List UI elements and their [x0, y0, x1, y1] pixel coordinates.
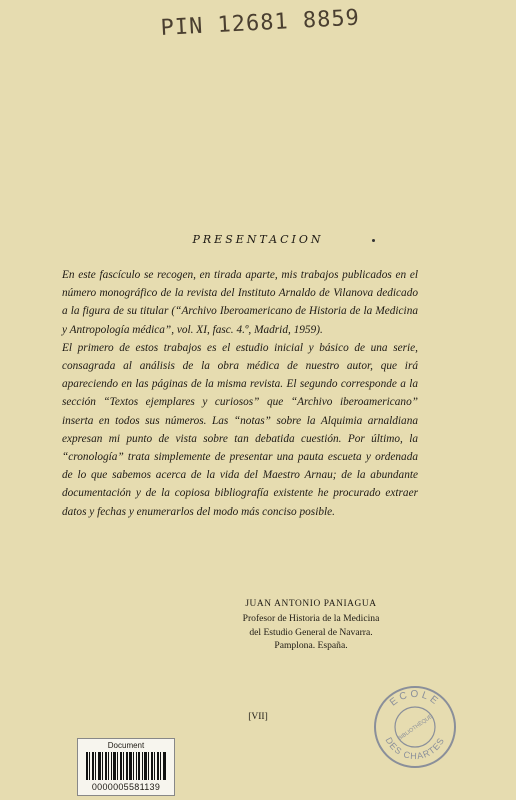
barcode-number: 0000005581139	[91, 782, 161, 792]
page-number: [VII]	[248, 712, 268, 722]
author-title: Profesor de Historia de la Medicina	[242, 612, 380, 624]
svg-text:DES CHARTES	[384, 736, 447, 762]
barcode-label	[77, 738, 175, 796]
stamp-text-center: BIBLIOTHÈQUE	[397, 713, 434, 742]
barcode-icon	[86, 752, 166, 780]
signature-block	[216, 598, 406, 653]
stamp-text-bottom: DES CHARTES	[383, 735, 447, 762]
paragraph: El primero de estos trabajos es el estudio inicial y básico de una serie, consagrada al análisis de la obra médica de nuestro autor, que irá apareciendo en las páginas de la misma revista. El segundo corresponde a la sección “Textos ejemplares y curiosos” que “Archivo iberoamericano” inserta en todos sus números. Las “notas” sobre la Alquimia arnaldiana expresan mi punto de vista sobre tan debatida cuestión. Por último, la “cronología” trata simplemente de presentar una pauta escueta y ordenada de lo que sabemos acerca de la vida del Maestro Arnau; de la abundante documentación y de la copiosa bibliografía existente he procurado extraer datos y fechas y enumerarlos del modo más conciso posible.	[62, 341, 418, 518]
barcode-title: Document	[107, 741, 145, 750]
page-title: PRESENTACION	[192, 233, 324, 246]
stamp-text-top: ECOLE	[388, 688, 442, 709]
author-name: JUAN ANTONIO PANIAGUA	[245, 599, 377, 609]
author-place: Pamplona. España.	[274, 640, 348, 652]
library-stamp	[372, 684, 458, 770]
presentation-text	[62, 266, 418, 521]
author-institution: del Estudio General de Navarra.	[249, 626, 373, 638]
handwritten-shelfmark: PIN 12681 8859	[160, 5, 361, 41]
paragraph: En este fascículo se recogen, en tirada aparte, mis trabajos publicados en el número monográfico de la revista del Instituto Arnaldo de Vilanova dedicado a la figura de su titular (“Archivo Iberoamericano de Historia de la Medicina y Antropología médica”, vol. XI, fasc. 4.º, Madrid, 1959).	[62, 269, 418, 336]
